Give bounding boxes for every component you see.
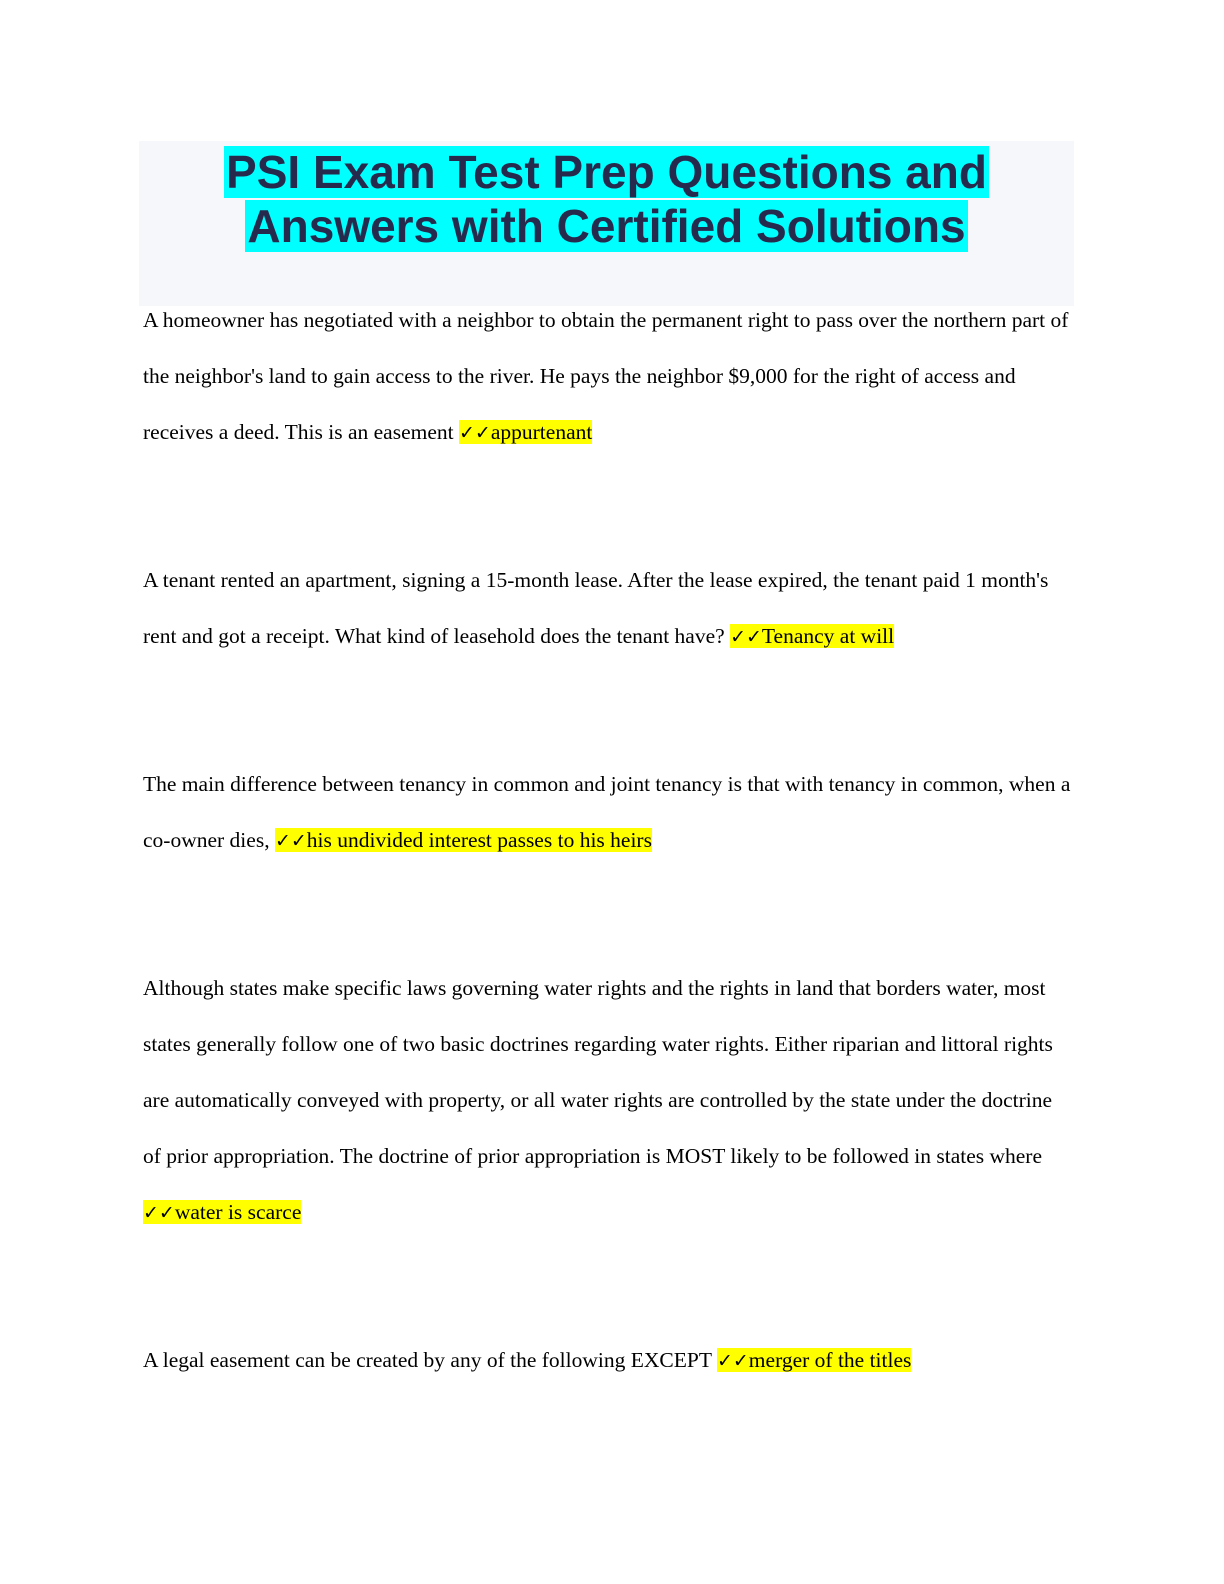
qa-item-3 bbox=[143, 756, 1073, 869]
answer-text: merger of the titles bbox=[748, 1348, 912, 1372]
answer-text: his undivided interest passes to his heirs bbox=[306, 828, 652, 852]
double-check-icon: ✓✓ bbox=[730, 626, 762, 648]
document-title bbox=[139, 141, 1074, 253]
question-text: A homeowner has negotiated with a neighbor to obtain the permanent right to pass over the northern part of the neighbor's land to gain access to the river. He pays the neighbor $9,000 for the right of access and receives a deed. This is an easement bbox=[143, 308, 1069, 444]
question-text: Although states make specific laws governing water rights and the rights in land that borders water, most states generally follow one of two basic doctrines regarding water rights. Either riparian and littoral rights are automatically conveyed with property, or all water rights are controlled by the state under the doctrine of prior appropriation. The doctrine of prior appropriation is MOST likely to be followed in states where bbox=[143, 976, 1053, 1168]
question-text: A tenant rented an apartment, signing a 15-month lease. After the lease expired, the tenant paid 1 month's rent and got a receipt. What kind of leasehold does the tenant have? bbox=[143, 568, 1049, 648]
title-line-1: PSI Exam Test Prep Questions and bbox=[226, 146, 987, 198]
answer-highlight bbox=[717, 1348, 911, 1372]
qa-item-5 bbox=[143, 1332, 1073, 1389]
double-check-icon: ✓✓ bbox=[274, 830, 307, 852]
qa-item-2 bbox=[143, 552, 1073, 665]
qa-item-1 bbox=[143, 292, 1073, 461]
answer-text: water is scarce bbox=[174, 1200, 302, 1224]
title-banner bbox=[139, 141, 1074, 306]
title-line-2: Answers with Certified Solutions bbox=[247, 200, 966, 252]
qa-item-4 bbox=[143, 960, 1073, 1241]
answer-highlight bbox=[275, 828, 652, 852]
answer-text: appurtenant bbox=[490, 420, 593, 444]
question-text: A legal easement can be created by any of the following EXCEPT bbox=[143, 1348, 712, 1372]
answer-text: Tenancy at will bbox=[761, 624, 895, 648]
double-check-icon: ✓✓ bbox=[459, 422, 491, 444]
answer-highlight bbox=[459, 420, 592, 444]
answer-highlight bbox=[143, 1200, 301, 1224]
double-check-icon: ✓✓ bbox=[143, 1202, 175, 1224]
question-text: The main difference between tenancy in common and joint tenancy is that with tenancy in common, when a co-owner dies, bbox=[143, 772, 1071, 852]
answer-highlight bbox=[730, 624, 894, 648]
double-check-icon: ✓✓ bbox=[716, 1350, 749, 1372]
